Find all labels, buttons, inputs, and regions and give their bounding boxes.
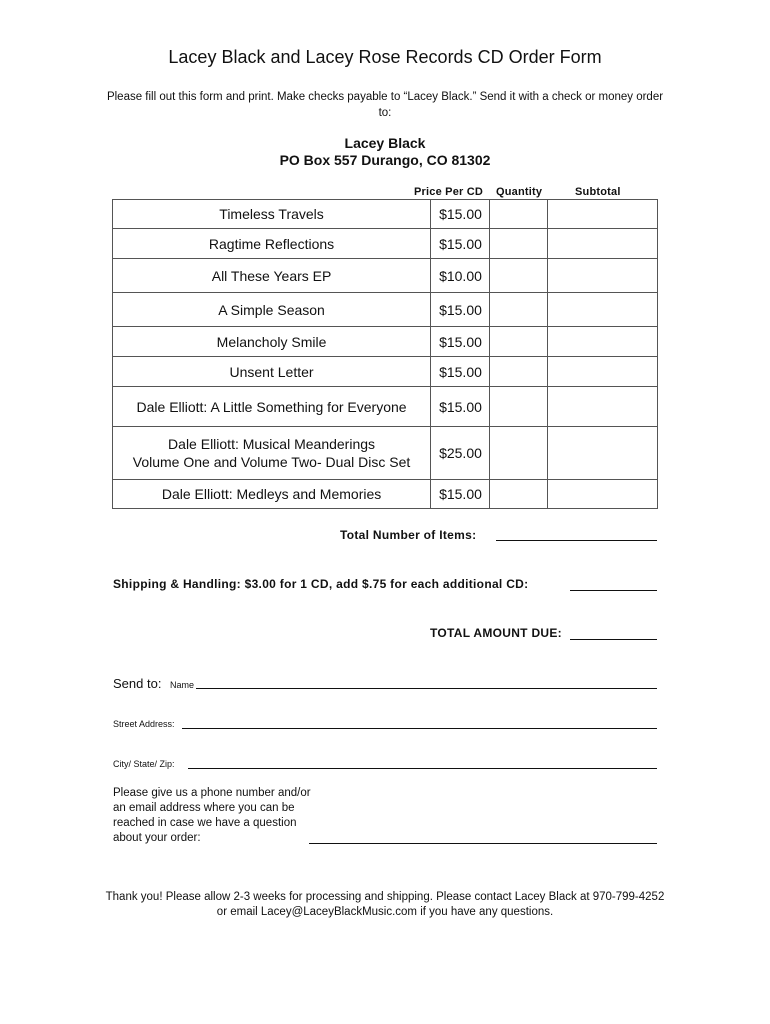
table-row	[113, 480, 658, 509]
item-price: $15.00	[431, 357, 490, 387]
column-header-subtotal: Subtotal	[575, 186, 621, 198]
table-row	[113, 259, 658, 293]
subtotal-field[interactable]	[547, 387, 657, 427]
item-price: $15.00	[431, 293, 490, 327]
contact-prompt: Please give us a phone number and/or an email address where you can be reached in case we have a question about your order:	[113, 787, 311, 844]
column-header-quantity: Quantity	[496, 186, 543, 198]
item-name: A Simple Season	[113, 293, 431, 327]
order-table	[112, 199, 658, 509]
total-due-label: TOTAL AMOUNT DUE:	[430, 626, 562, 640]
item-name: Ragtime Reflections	[113, 229, 431, 259]
subtotal-field[interactable]	[547, 427, 657, 480]
payee-address: PO Box 557 Durango, CO 81302	[279, 152, 491, 168]
street-address-label: Street Address:	[113, 719, 175, 729]
quantity-field[interactable]	[489, 387, 547, 427]
table-row	[113, 293, 658, 327]
contact-field[interactable]	[309, 843, 657, 844]
subtotal-field[interactable]	[547, 357, 657, 387]
thank-you-note: Thank you! Please allow 2-3 weeks for processing and shipping. Please contact Lacey Black at 970-799-4252 or email Lacey@LaceyBlackMusic.com if you have any questions.	[105, 891, 665, 918]
item-name: Dale Elliott: Medleys and Memories	[113, 480, 431, 509]
table-row	[113, 229, 658, 259]
quantity-field[interactable]	[489, 480, 547, 509]
subtotal-field[interactable]	[547, 327, 657, 357]
item-price: $15.00	[431, 387, 490, 427]
shipping-label: Shipping & Handling: $3.00 for 1 CD, add $.75 for each additional CD:	[113, 577, 529, 591]
payee-name: Lacey Black	[344, 135, 426, 151]
subtotal-field[interactable]	[547, 293, 657, 327]
item-price: $25.00	[431, 427, 490, 480]
table-row	[113, 427, 658, 480]
name-field[interactable]	[196, 688, 657, 689]
table-row	[113, 200, 658, 229]
quantity-field[interactable]	[489, 327, 547, 357]
form-instructions: Please fill out this form and print. Make checks payable to “Lacey Black.” Send it with a check or money order to:	[106, 91, 664, 119]
total-due-field[interactable]	[570, 639, 657, 640]
name-label: Name	[170, 680, 195, 690]
item-price: $15.00	[431, 480, 490, 509]
table-row	[113, 357, 658, 387]
quantity-field[interactable]	[489, 357, 547, 387]
quantity-field[interactable]	[489, 200, 547, 229]
quantity-field[interactable]	[489, 229, 547, 259]
item-name: Unsent Letter	[113, 357, 431, 387]
item-name-line: Volume One and Volume Two- Dual Disc Set	[132, 454, 411, 470]
item-name: Dale Elliott: A Little Something for Everyone	[113, 387, 431, 427]
item-price: $15.00	[431, 229, 490, 259]
quantity-field[interactable]	[489, 293, 547, 327]
item-price: $15.00	[431, 327, 490, 357]
item-name-line: Dale Elliott: Musical Meanderings	[168, 436, 376, 452]
item-name: All These Years EP	[113, 259, 431, 293]
column-header-price: Price Per CD	[414, 186, 484, 198]
table-row	[113, 327, 658, 357]
subtotal-field[interactable]	[547, 259, 657, 293]
item-name	[113, 427, 431, 480]
item-price: $10.00	[431, 259, 490, 293]
city-state-zip-field[interactable]	[188, 768, 657, 769]
subtotal-field[interactable]	[547, 229, 657, 259]
street-address-field[interactable]	[182, 728, 657, 729]
total-items-label: Total Number of Items:	[340, 528, 477, 542]
item-price: $15.00	[431, 200, 490, 229]
city-state-zip-label: City/ State/ Zip:	[113, 759, 175, 769]
send-to-label: Send to:	[113, 676, 162, 691]
shipping-field[interactable]	[570, 590, 657, 591]
quantity-field[interactable]	[489, 427, 547, 480]
item-name: Melancholy Smile	[113, 327, 431, 357]
quantity-field[interactable]	[489, 259, 547, 293]
table-row	[113, 387, 658, 427]
subtotal-field[interactable]	[547, 200, 657, 229]
item-name: Timeless Travels	[113, 200, 431, 229]
form-title: Lacey Black and Lacey Rose Records CD Order Form	[168, 47, 602, 67]
total-items-field[interactable]	[496, 540, 657, 541]
subtotal-field[interactable]	[547, 480, 657, 509]
